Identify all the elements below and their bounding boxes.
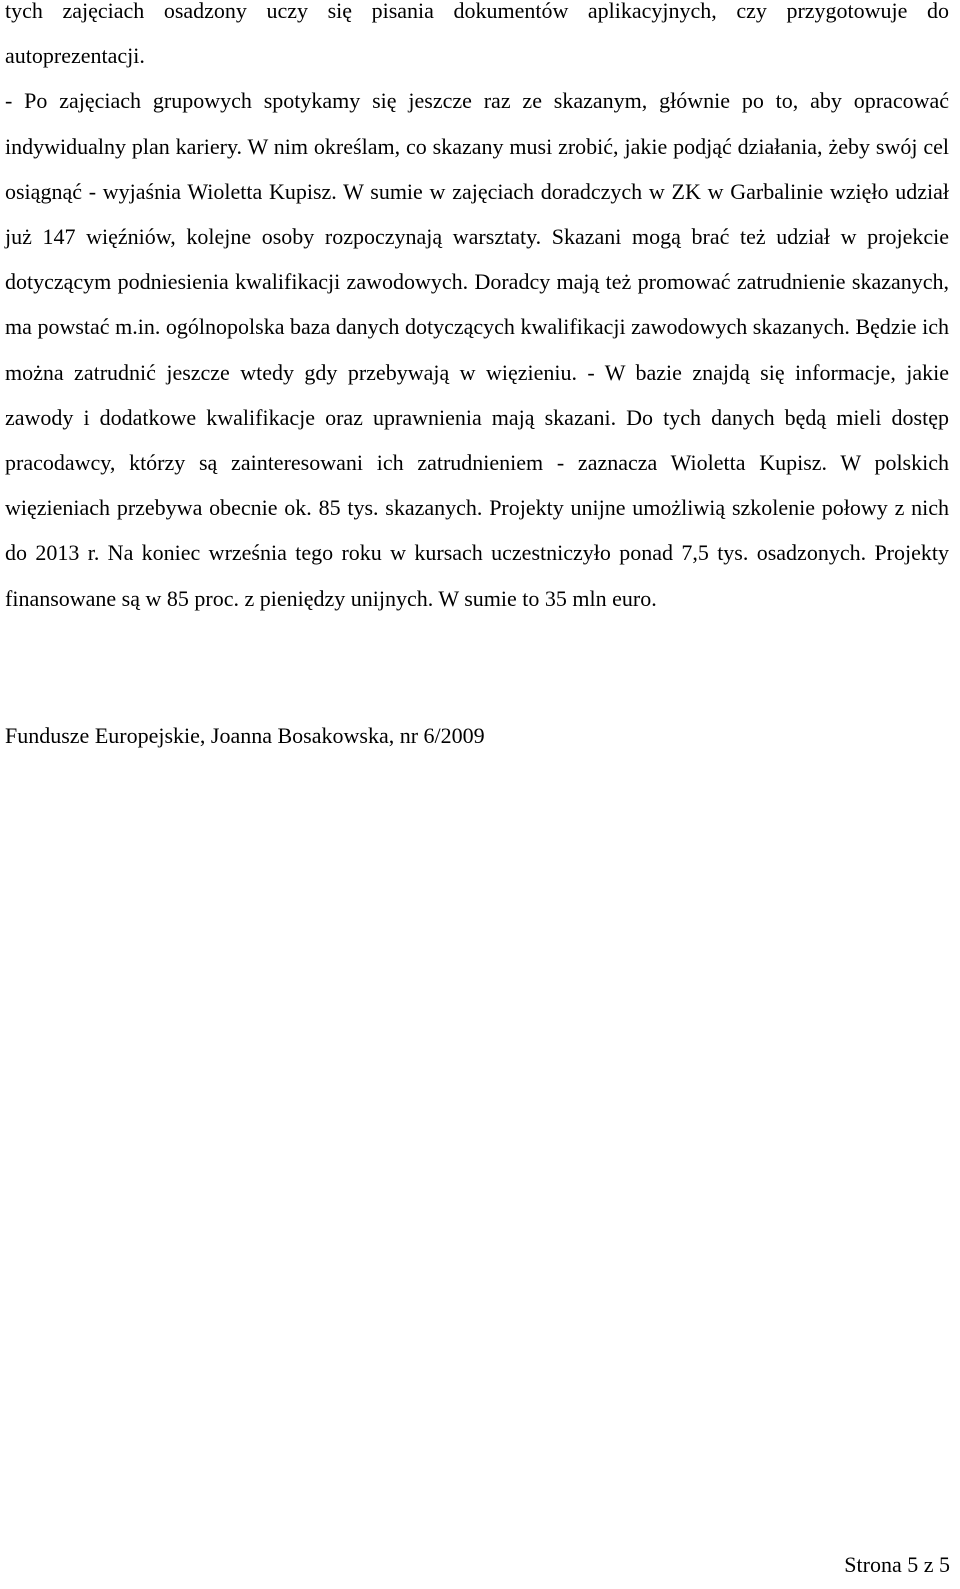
- article-paragraph-1: tych zajęciach osadzony uczy się pisania dokumentów aplikacyjnych, czy przygotowuje do autoprezentacji.: [5, 0, 949, 69]
- article-paragraph-2: - Po zajęciach grupowych spotykamy się jeszcze raz ze skazanym, głównie po to, aby opracować indywidualny plan kariery. W nim określam, co skazany musi zrobić, jakie podjąć działania, żeby swój cel osiągnąć - wyjaśnia Wioletta Kupisz. W sumie w zajęciach doradczych w ZK w Garbalinie wzięło udział już 147 więźniów, kolejne osoby rozpoczynają warsztaty. Skazani mogą brać też udział w projekcie dotyczącym podniesienia kwalifikacji zawodowych. Doradcy mają też promować zatrudnienie skazanych, ma powstać m.in. ogólnopolska baza danych dotyczących kwalifikacji zawodowych skazanych. Będzie ich można zatrudnić jeszcze wtedy gdy przebywają w więzieniu. - W bazie znajdą się informacje, jakie zawody i dodatkowe kwalifikacje oraz uprawnienia mają skazani. Do tych danych będą mieli dostęp pracodawcy, którzy są zainteresowani ich zatrudnieniem - zaznacza Wioletta Kupisz. W polskich więzieniach przebywa obecnie ok. 85 tys. skazanych. Projekty unijne umożliwią szkolenie połowy z nich do 2013 r. Na koniec września tego roku w kursach uczestniczyło ponad 7,5 tys. osadzonych. Projekty finansowane są w 85 proc. z pieniędzy unijnych. W sumie to 35 mln euro.: [5, 88, 949, 611]
- article-source: Fundusze Europejskie, Joanna Bosakowska, nr 6/2009: [5, 723, 485, 748]
- article-body: [5, 0, 949, 621]
- page-number: Strona 5 z 5: [844, 1552, 950, 1577]
